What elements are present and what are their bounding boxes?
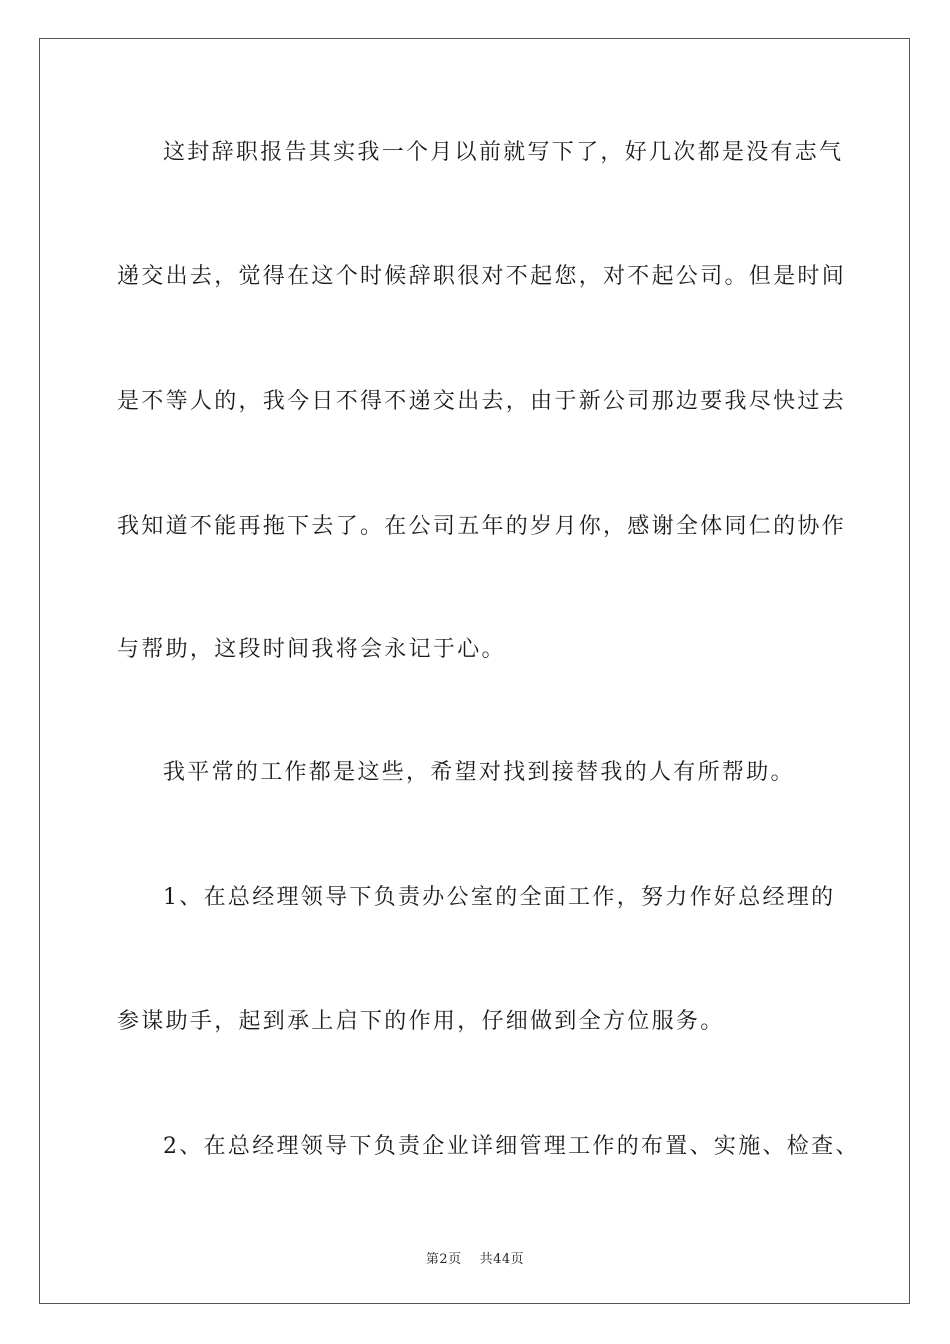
page-border — [39, 38, 910, 1304]
paragraph-line: 递交出去，觉得在这个时候辞职很对不起您，对不起公司。但是时间 — [117, 264, 847, 289]
page-number: 第2页 — [425, 1252, 462, 1267]
paragraph-line: 2、在总经理领导下负责企业详细管理工作的布置、实施、检查、 — [163, 1134, 860, 1159]
paragraph-line: 我平常的工作都是这些，希望对找到接替我的人有所帮助。 — [163, 760, 795, 785]
paragraph-line: 是不等人的，我今日不得不递交出去，由于新公司那边要我尽快过去 — [117, 389, 847, 414]
paragraph-line: 1、在总经理领导下负责办公室的全面工作，努力作好总经理的 — [163, 885, 836, 910]
paragraph-line: 这封辞职报告其实我一个月以前就写下了，好几次都是没有志气 — [163, 140, 844, 165]
total-pages: 共44页 — [479, 1252, 525, 1267]
paragraph-line: 我知道不能再拖下去了。在公司五年的岁月你，感谢全体同仁的协作 — [117, 514, 847, 539]
paragraph-line: 参谋助手，起到承上启下的作用，仔细做到全方位服务。 — [117, 1009, 725, 1034]
page-footer — [0, 1248, 950, 1267]
paragraph-line: 与帮助，这段时间我将会永记于心。 — [117, 637, 506, 662]
